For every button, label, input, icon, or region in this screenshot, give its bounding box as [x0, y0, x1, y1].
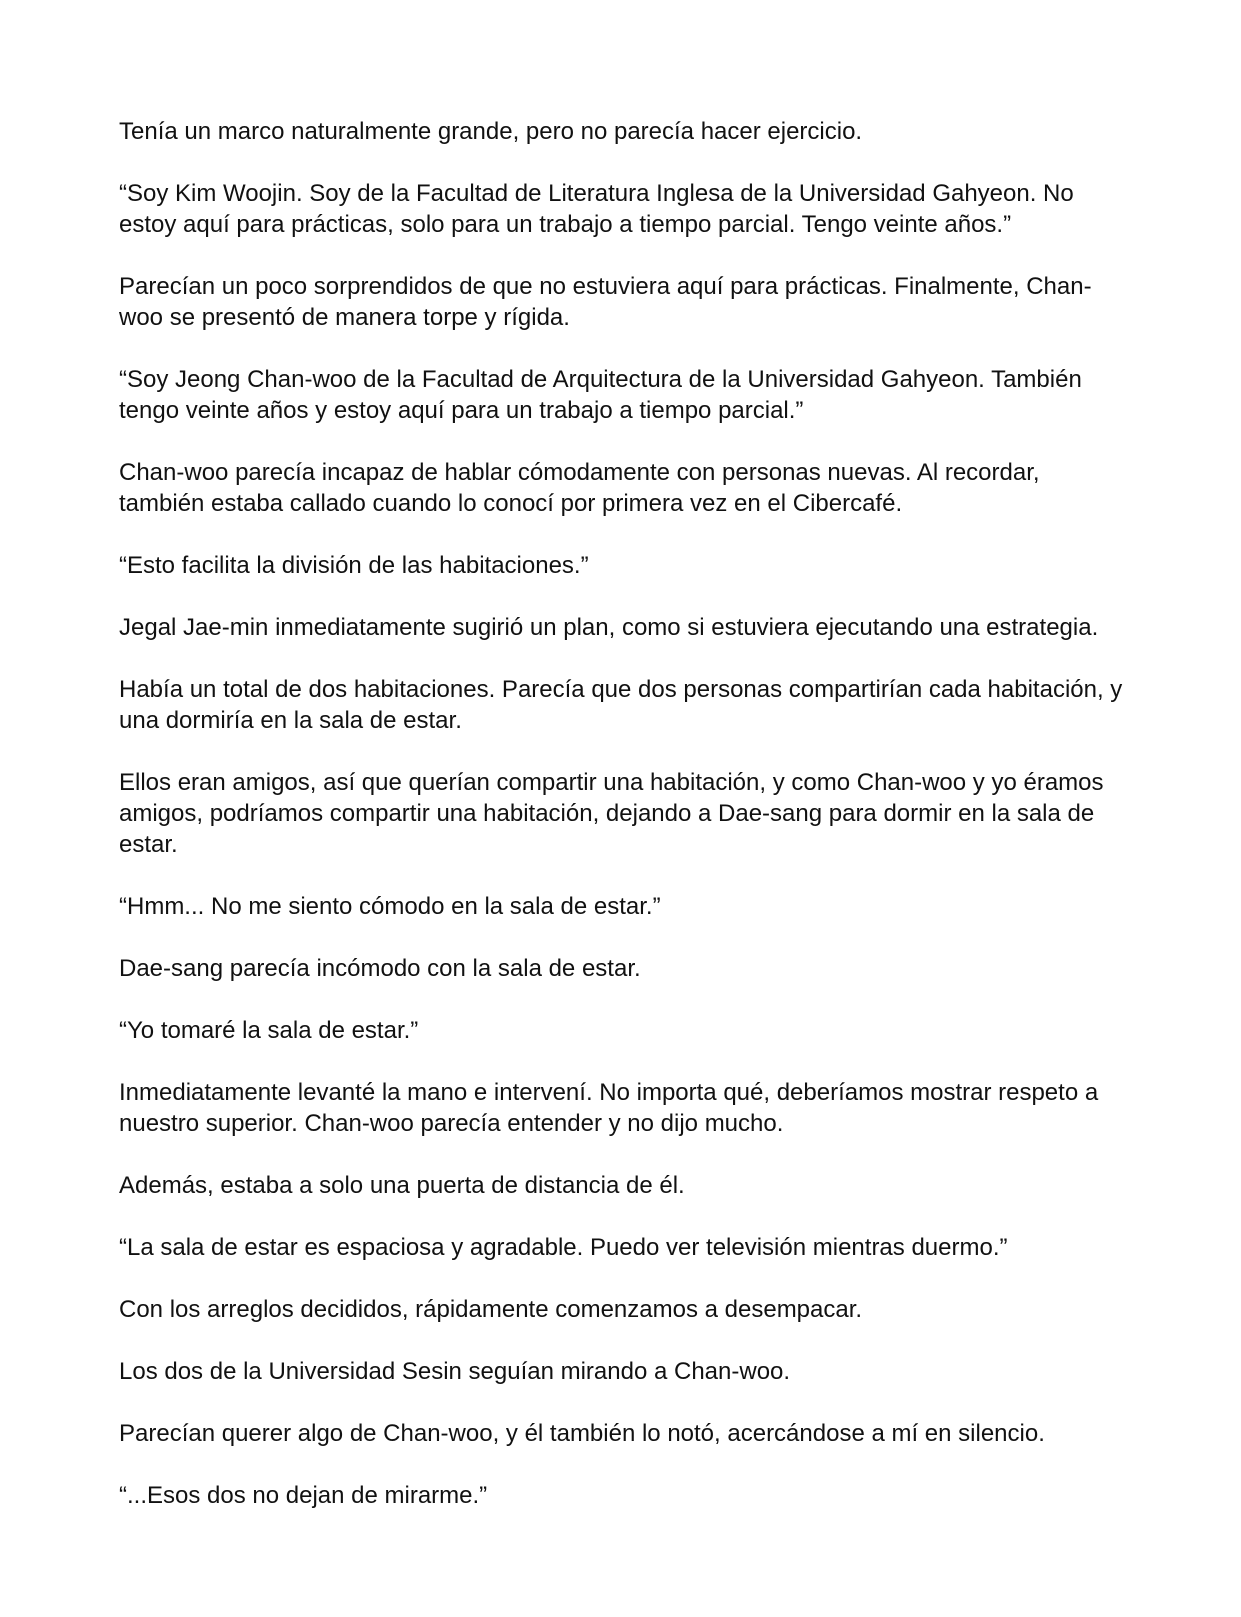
paragraph: Parecían querer algo de Chan-woo, y él también lo notó, acercándose a mí en silencio.	[119, 1420, 1045, 1447]
paragraph: “Esto facilita la división de las habitaciones.”	[119, 552, 589, 579]
paragraph: Parecían un poco sorprendidos de que no estuviera aquí para prácticas. Finalmente, Chan-woo se presentó de manera torpe y rígida.	[119, 273, 1092, 331]
paragraph: Inmediatamente levanté la mano e intervení. No importa qué, deberíamos mostrar respeto a nuestro superior. Chan-woo parecía entender y no dijo mucho.	[119, 1079, 1099, 1137]
paragraph: “Soy Jeong Chan-woo de la Facultad de Arquitectura de la Universidad Gahyeon. También tengo veinte años y estoy aquí para un trabajo a tiempo parcial.”	[119, 366, 1082, 424]
paragraph: Con los arreglos decididos, rápidamente comenzamos a desempacar.	[119, 1296, 863, 1323]
paragraph: Había un total de dos habitaciones. Parecía que dos personas compartirían cada habitación, y una dormiría en la sala de estar.	[119, 676, 1123, 734]
paragraph: “Soy Kim Woojin. Soy de la Facultad de Literatura Inglesa de la Universidad Gahyeon. No estoy aquí para prácticas, solo para un trabajo a tiempo parcial. Tengo veinte años.”	[119, 180, 1074, 238]
paragraph: Jegal Jae-min inmediatamente sugirió un plan, como si estuviera ejecutando una estrategia.	[119, 614, 1099, 641]
paragraph: Tenía un marco naturalmente grande, pero no parecía hacer ejercicio.	[119, 118, 863, 145]
document-body	[119, 116, 1129, 1542]
paragraph: Además, estaba a solo una puerta de distancia de él.	[119, 1172, 685, 1199]
paragraph: Ellos eran amigos, así que querían compartir una habitación, y como Chan-woo y yo éramos amigos, podríamos compartir una habitación, dejando a Dae-sang para dormir en la sala de estar.	[119, 769, 1104, 858]
paragraph: “La sala de estar es espaciosa y agradable. Puedo ver televisión mientras duermo.”	[119, 1234, 1008, 1261]
paragraph: Chan-woo parecía incapaz de hablar cómodamente con personas nuevas. Al recordar, también estaba callado cuando lo conocí por primera vez en el Cibercafé.	[119, 459, 1040, 517]
paragraph: “...Esos dos no dejan de mirarme.”	[119, 1482, 488, 1509]
paragraph: Los dos de la Universidad Sesin seguían mirando a Chan-woo.	[119, 1358, 791, 1385]
paragraph: “Yo tomaré la sala de estar.”	[119, 1017, 419, 1044]
paragraph: Dae-sang parecía incómodo con la sala de estar.	[119, 955, 641, 982]
paragraph: “Hmm... No me siento cómodo en la sala de estar.”	[119, 893, 661, 920]
